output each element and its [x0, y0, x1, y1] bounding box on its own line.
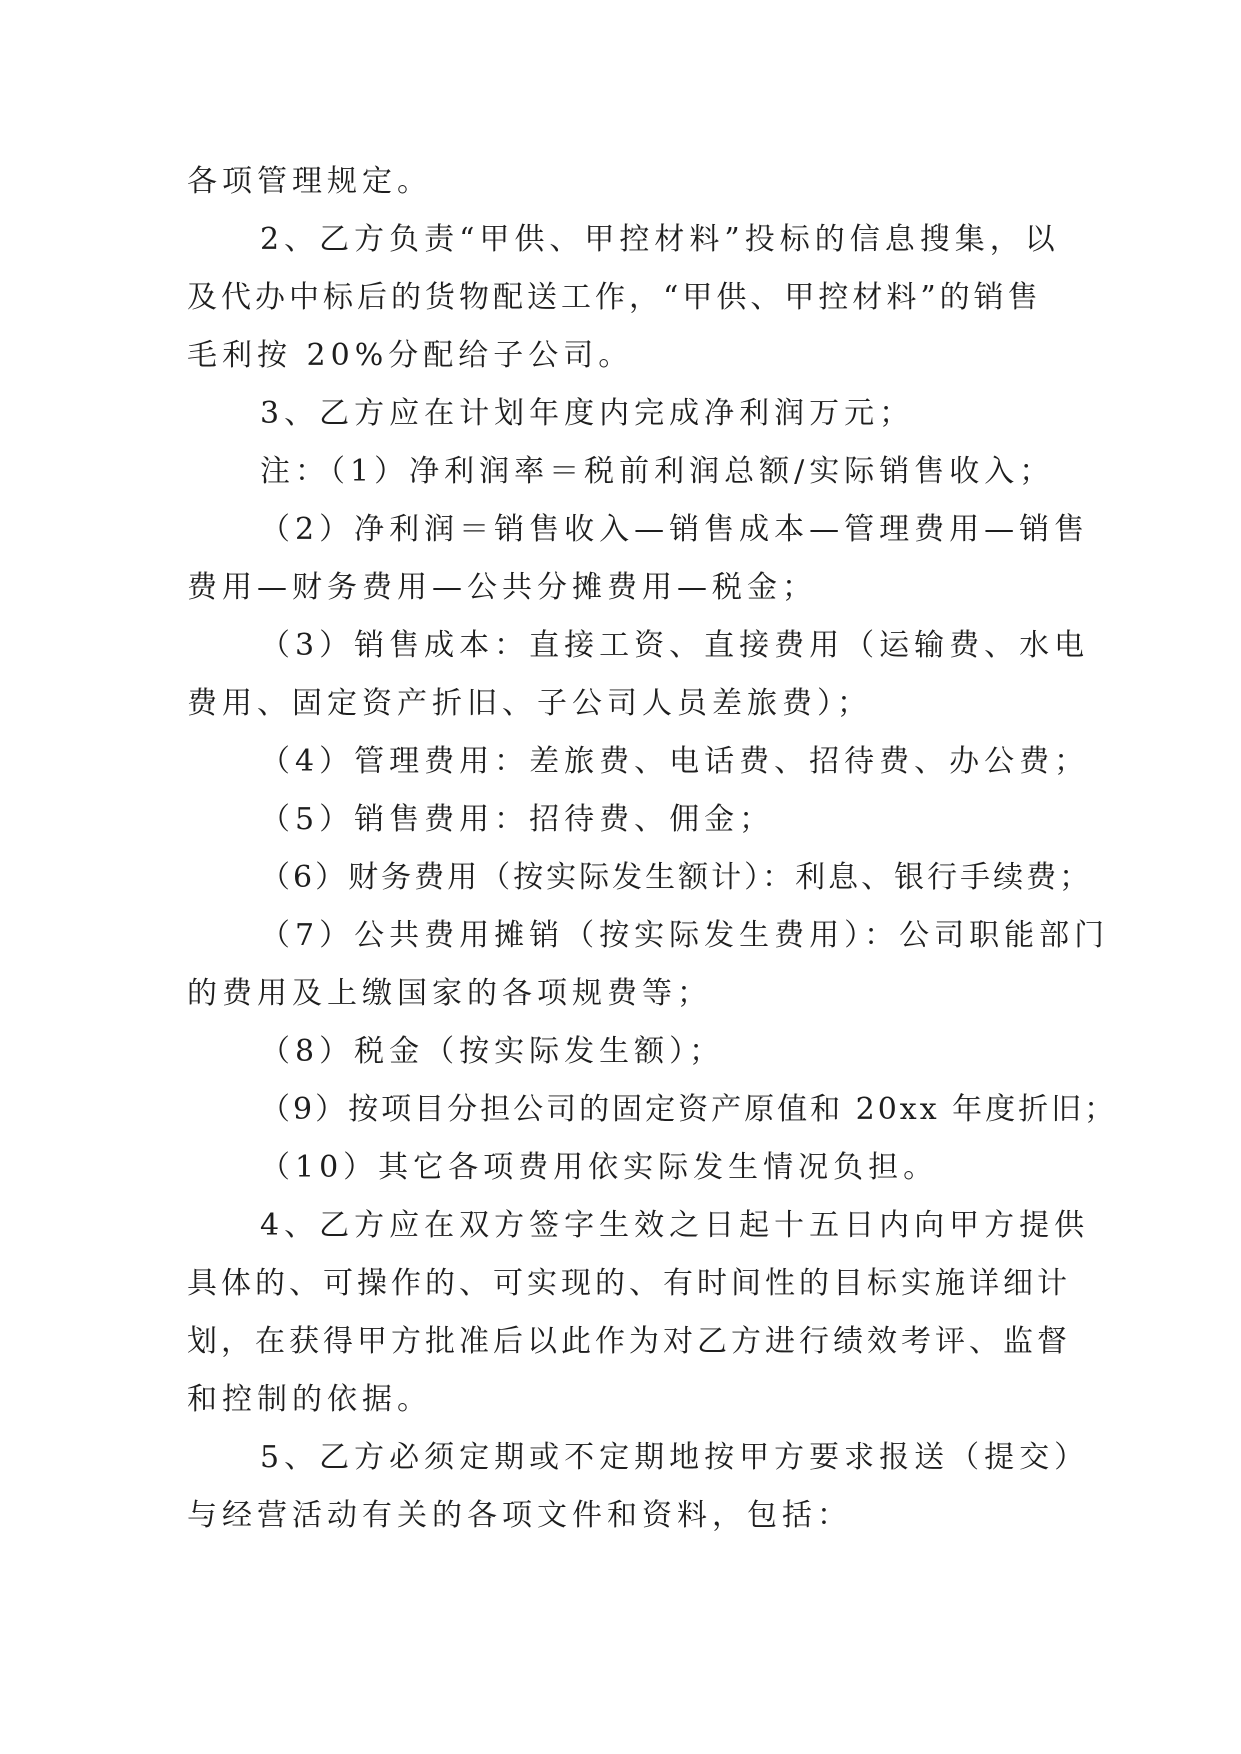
text-line-19: 4、乙方应在双方签字生效之日起十五日内向甲方提供	[260, 1208, 1090, 1243]
text-line-3: 及代办中标后的货物配送工作，“甲供、甲控材料”的销售	[187, 280, 1042, 315]
text-line-24: 与经营活动有关的各项文件和资料，包括：	[187, 1498, 852, 1533]
text-line-6: 注：（1）净利润率＝税前利润总额/实际销售收入；	[260, 454, 1055, 489]
text-line-17: （9）按项目分担公司的固定资产原值和 20xx 年度折旧；	[260, 1092, 1118, 1127]
text-line-11: （4）管理费用：差旅费、电话费、招待费、办公费；	[260, 744, 1090, 779]
text-line-18: （10）其它各项费用依实际发生情况负担。	[260, 1150, 939, 1185]
text-line-2: 2、乙方负责“甲供、甲控材料”投标的信息搜集，以	[260, 222, 1060, 257]
text-line-9: （3）销售成本：直接工资、直接费用（运输费、水电	[260, 628, 1090, 663]
text-line-23: 5、乙方必须定期或不定期地按甲方要求报送（提交）	[260, 1440, 1090, 1475]
text-line-22: 和控制的依据。	[187, 1382, 432, 1417]
text-line-5: 3、乙方应在计划年度内完成净利润万元；	[260, 396, 915, 431]
text-line-4: 毛利按 20%分配给子公司。	[187, 338, 634, 373]
text-line-16: （8）税金（按实际发生额）；	[260, 1034, 725, 1069]
text-line-10: 费用、固定资产折旧、子公司人员差旅费）；	[187, 686, 872, 721]
text-line-8: 费用—财务费用—公共分摊费用—税金；	[187, 570, 817, 605]
text-line-21: 划，在获得甲方批准后以此作为对乙方进行绩效考评、监督	[187, 1324, 1071, 1359]
text-line-20: 具体的、可操作的、可实现的、有时间性的目标实施详细计	[187, 1266, 1071, 1301]
text-line-1: 各项管理规定。	[187, 164, 432, 199]
text-line-15: 的费用及上缴国家的各项规费等；	[187, 976, 712, 1011]
text-line-12: （5）销售费用：招待费、佣金；	[260, 802, 775, 837]
text-line-13: （6）财务费用（按实际发生额计）：利息、银行手续费；	[260, 860, 1093, 895]
text-line-7: （2）净利润＝销售收入—销售成本—管理费用—销售	[260, 512, 1090, 547]
text-line-14: （7）公共费用摊销（按实际发生费用）：公司职能部门	[260, 918, 1110, 953]
